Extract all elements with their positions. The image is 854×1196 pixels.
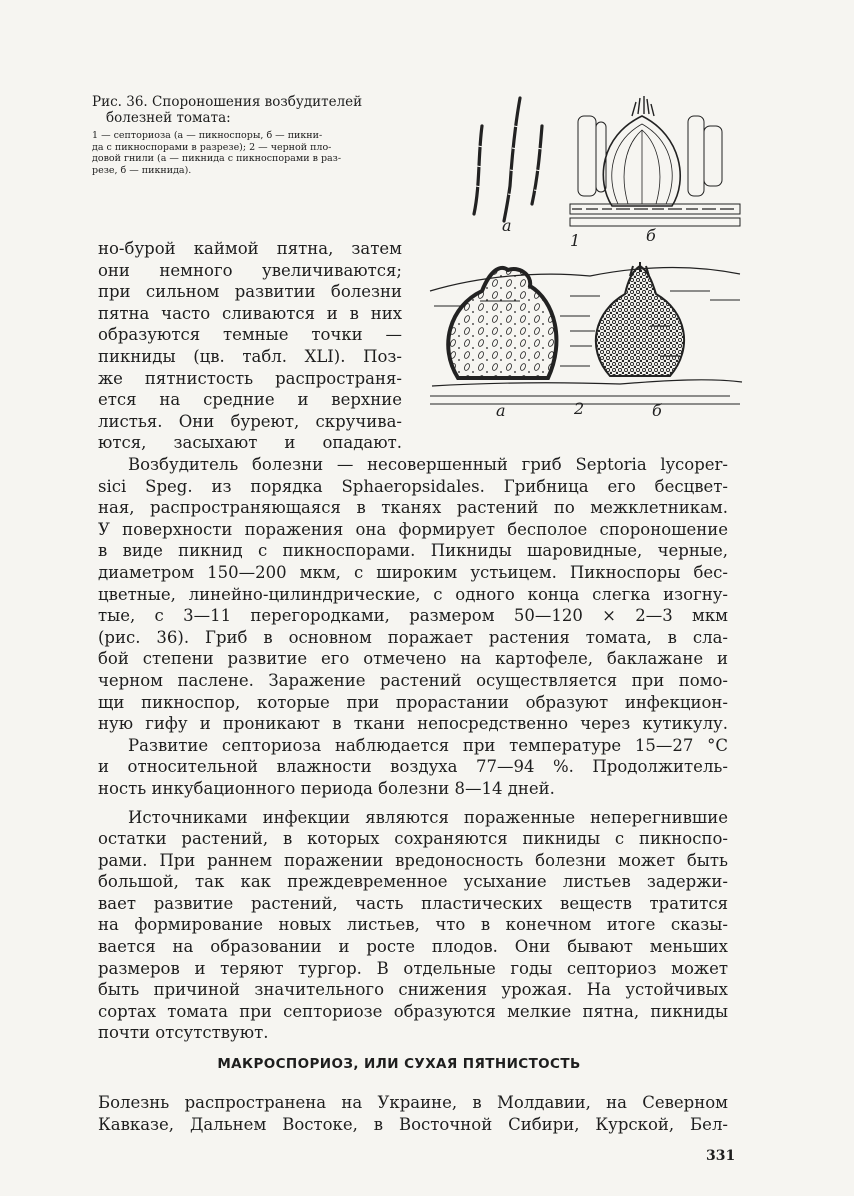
label-1a: а [502,216,512,235]
text-line: образуются темные точки — [98,325,402,345]
pycnidium-2b [596,262,684,376]
text-line: размеров и теряют тургор. В отдельные годы септориоз может [98,958,728,978]
text-line: но-бурой каймой пятна, затем [98,239,402,258]
figure-caption-title [92,94,410,126]
text-line: Источниками инфекции являются пораженные неперегнившие [128,807,728,827]
text-line: ются, засыхают и опадают. [98,433,402,453]
figure-caption-legend [92,130,408,176]
text-line: же пятнистость распространя- [98,368,402,388]
text-line: (рис. 36). Гриб в основном поражает растения томата, в сла- [98,627,728,647]
label-1: 1 [570,231,581,250]
label-1b: б [646,226,656,245]
section-intro-text [98,1092,728,1136]
text-line: почти отсутствуют. [98,1023,269,1043]
text-line: на формирование новых листьев, что в конечном итоге сказы- [98,915,728,935]
legend-line: да с пикноспорами в разрезе); 2 — черной пло- [92,141,332,153]
pycnidium-section-1b [570,96,740,226]
text-line: при сильном развитии болезни [98,282,402,302]
text-line: Кавказе, Дальнем Востоке, в Восточной Сибири, Курской, Бел- [98,1115,728,1134]
text-line: пикниды (цв. табл. XLI). Поз- [98,346,402,366]
paragraph-sources [98,807,728,1045]
text-line: рами. При раннем поражении вредоносность болезни может быть [98,850,728,870]
text-line: щи пикноспор, которые при прорастании образуют инфекцион- [98,692,728,712]
text-line: ную гифу и проникают в ткани непосредственно через кутикулу. [98,714,728,734]
section-heading [0,1056,854,1072]
pycnospores-drawing [474,98,542,221]
text-line: У поверхности поражения она формирует бесполое спороношение [98,519,728,539]
text-line: и относительной влажности воздуха 77—94 %. Продолжитель- [98,757,728,777]
section-heading-text: МАКРОСПОРИОЗ, ИЛИ СУХАЯ ПЯТНИСТОСТЬ [217,1056,581,1072]
text-line: сортах томата при септориозе образуются мелкие пятна, пикниды [98,1001,728,1021]
text-line: черном паслене. Заражение растений осуществляется при помо- [98,670,728,690]
fungus-drawing [420,86,750,426]
legend-line: 1 — септориоза (а — пикноспоры, б — пикни- [92,130,323,141]
legend-line: резе, б — пикнида). [92,164,192,176]
label-2a: а [496,401,506,420]
text-line: ность инкубационного периода болезни 8—14 дней. [98,778,555,798]
text-line: Болезнь распространена на Украине, в Молдавии, на Северном [98,1093,728,1112]
text-line: большой, так как преждевременное усыхание листьев задержи- [98,872,728,892]
caption-title-line: болезней томата: [106,110,231,126]
page-number: 331 [706,1148,736,1164]
text-line: тые, с 3—11 перегородками, размером 50—120 × 2—3 мкм [98,606,728,626]
caption-title-line: Рис. 36. Спороношения возбудителей [92,94,363,110]
text-line: цветные, линейно-цилиндрические, с одного конца слегка изогну- [98,584,728,604]
wrapped-text-column [98,238,402,454]
text-line: остатки растений, в которых сохраняются пикниды с пикноспо- [98,829,728,849]
paragraph-conditions [98,735,728,800]
legend-line: довой гнили (а — пикнида с пикноспорами в раз- [92,153,342,164]
text-line: вает развитие растений, часть пластических веществ тратится [98,893,728,913]
text-line: ная, распространяющаяся в тканях растений по межклетникам. [98,498,728,518]
paragraph-pathogen [98,454,728,735]
text-line: вается на образовании и росте плодов. Они бывают меньших [98,937,728,957]
text-line: Развитие септориоза наблюдается при температуре 15—27 °С [128,735,728,755]
figure-36-illustration [420,86,750,426]
label-2: 2 [574,399,585,418]
label-2b: б [652,401,662,420]
text-line: бой степени развитие его отмечено на картофеле, баклажане и [98,649,728,669]
text-line: пятна часто сливаются и в них [98,303,402,323]
text-line: Возбудитель болезни — несовершенный гриб Septoria lycoper- [128,455,728,474]
text-line: sici Speg. из порядка Sphaeropsidales. Грибница его бесцвет- [98,476,728,496]
pycnidium-2a [448,268,556,378]
text-line: диаметром 150—200 мкм, с широким устьицем. Пикноспоры бес- [98,562,728,582]
text-line: в виде пикнид с пикноспорами. Пикниды шаровидные, черные, [98,541,728,561]
text-line: ется на средние и верхние [98,390,402,410]
text-line: они немного увеличиваются; [98,260,402,280]
text-line: быть причиной значительного снижения урожая. На устойчивых [98,980,728,1000]
body-text [98,454,728,1044]
text-line: листья. Они буреют, скручива- [98,411,402,431]
